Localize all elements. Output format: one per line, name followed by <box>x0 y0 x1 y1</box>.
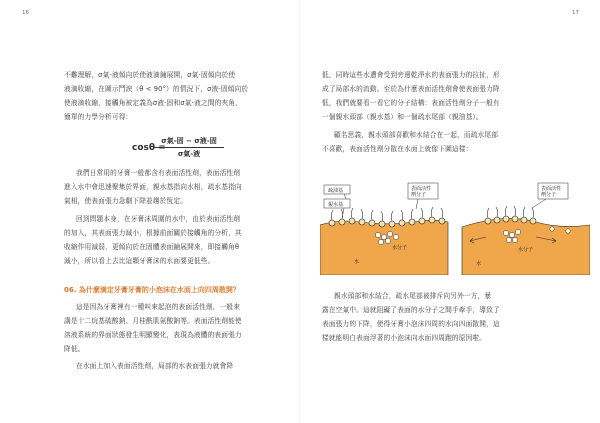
label-hydrophobic-tail: 疏油基 <box>328 188 344 194</box>
page-number-left: 16 <box>22 10 29 16</box>
surfactant-molecule <box>349 208 355 224</box>
rpara3-line-2: 露在空氣中。這就阻礙了表面的水分子之間手牽手，導致了 <box>322 306 500 314</box>
intro-line-2: 液滴收縮，在圖示鬥淚（θ < 90°）的情況下，σ液-固傾向於 <box>64 85 249 93</box>
leader-line <box>532 199 546 208</box>
rpara2-line-1: 顧名思義，親水頭部喜歡和水結合在一起，而疏水尾部 <box>334 131 499 139</box>
label-hydrophilic-head: 親水基 <box>328 202 344 208</box>
label-surfactant-left: 表面活性 <box>411 186 432 192</box>
surfactant-molecule <box>339 209 345 225</box>
para2-line-1: 我們日常用的牙膏一般都含有表面活性劑，表面活性劑 <box>76 169 241 177</box>
rpara1-line-4: 一個親水頭部（親水基）和一個疏水尾部（親油基）。 <box>322 113 483 121</box>
label-surfactant-right-2: 劑分子 <box>541 192 557 198</box>
label-surfactant-left-2: 劑分子 <box>411 192 427 198</box>
surfactant-molecule <box>399 210 405 226</box>
rpara1-line-2: 成了局部水的流動。至於為什麼表面活性劑會使表面張力降 <box>322 85 500 93</box>
para2-line-3: 氣相，使表面張力急劇下降並趨於恆定。 <box>64 197 188 205</box>
para3-line-4: 減小，所以看上去比這顆牙膏沫的水面要更低些。 <box>64 257 215 265</box>
para3-line-3: 收縮作用減弱，更傾向於在固體表面鋪展開來，即接觸角θ <box>64 243 240 251</box>
para4-line-2: 講是十二烷基硫酸鈉、月桂酰肌氨酸鈉等。表面活性劑能使 <box>64 317 242 325</box>
surfactant-molecule <box>369 210 375 226</box>
para4-line-1: 這是因為牙膏裡有一種叫來起泡的表面活性劑，一般來 <box>76 303 241 311</box>
surfactant-molecule <box>329 210 335 226</box>
label-water-left: 水 <box>354 259 360 265</box>
surfactant-molecule <box>439 208 445 224</box>
surfactant-molecule <box>409 209 415 225</box>
surfactant-molecule <box>512 206 518 222</box>
page-number-right: 17 <box>572 10 579 16</box>
surfactant-molecule <box>485 208 491 224</box>
para5-line-1: 在水面上加入表面活性劑，局部的水表面張力就會降 <box>76 362 234 370</box>
para4-line-4: 降低。 <box>64 345 85 353</box>
surfactant-diagram-svg <box>320 175 590 275</box>
label-water-molecule: 水分子 <box>392 245 408 251</box>
leader-line <box>416 199 418 209</box>
rpara3-line-3: 表面張力的下降，使得牙膏小泡沫四周的水向四面散開，這 <box>322 320 500 328</box>
left-water-body <box>320 220 448 275</box>
para3-line-2: 的加入，其表面張力減小，根據前面關於接觸角的分析，其 <box>64 229 242 237</box>
rpara1-line-3: 低，我們就要看一看它的分子結構：表面活性劑分子一般有 <box>322 99 500 107</box>
label-water-right: 水 <box>476 261 482 267</box>
para3-line-1: 回到問題本身，在牙膏沫周圍的水中，由於表面活性劑 <box>76 215 241 223</box>
surfactant-molecule <box>359 209 365 225</box>
equation-numerator: σ氣-固 − σ液-固 <box>154 136 224 148</box>
surfactant-molecule <box>530 208 536 224</box>
intro-line-4: 簡單的力學分析可得： <box>64 113 133 121</box>
surfactant-molecule <box>521 207 527 223</box>
equation-lhs: cosθ = <box>132 143 166 153</box>
para2-line-2: 進入水中會迅速聚集於界面，親水基指向水相，疏水基指向 <box>64 183 242 191</box>
surfactant-molecule <box>503 206 509 222</box>
rpara3-line-1: 親水頭部和水結合，疏水尾部被排斥向另外一方，暴 <box>334 292 492 300</box>
para4-line-3: 溶液系統的界面狀態發生明顯變化，表現為液體的表面張力 <box>64 331 242 339</box>
section-heading: 06. 為什麼滴定牙膏牙膏的小泡沫在水面上向四周散開？ <box>64 286 240 294</box>
surfactant-molecule <box>429 207 435 223</box>
intro-line-3: 使液滴收縮，接觸角被定義為σ液-固和σ氣-液之間的夾角， <box>64 99 243 107</box>
left-panel <box>320 183 448 275</box>
label-water-molecule-right: 水分子 <box>518 247 534 253</box>
intro-line-1: 不難理解，σ氣-液傾向於使液滴鋪展開，σ氣-固傾向於使 <box>64 71 236 79</box>
rpara3-line-4: 樣就能明白表面浮著的小泡沫向水面四周跑的原因啦。 <box>322 334 487 342</box>
leader-line <box>342 208 344 219</box>
surfactant-molecule <box>494 207 500 223</box>
surfactant-illustration <box>320 175 590 275</box>
surfactant-molecule <box>389 211 395 227</box>
contact-angle-equation <box>132 136 228 162</box>
rpara2-line-2: 不喜歡，表面活性劑分散在水面上就像下圖這樣： <box>322 145 473 153</box>
surfactant-molecule <box>379 211 385 227</box>
label-surfactant-right: 表面活性 <box>541 186 562 192</box>
rpara1-line-1: 低，同時這些水遭會受到旁邊乾淨水的表面張力的拉扯，形 <box>322 71 500 79</box>
right-panel <box>462 183 590 275</box>
surfactant-molecule <box>419 208 425 224</box>
equation-denominator: σ氣-液 <box>177 150 201 158</box>
right-page <box>300 0 600 423</box>
